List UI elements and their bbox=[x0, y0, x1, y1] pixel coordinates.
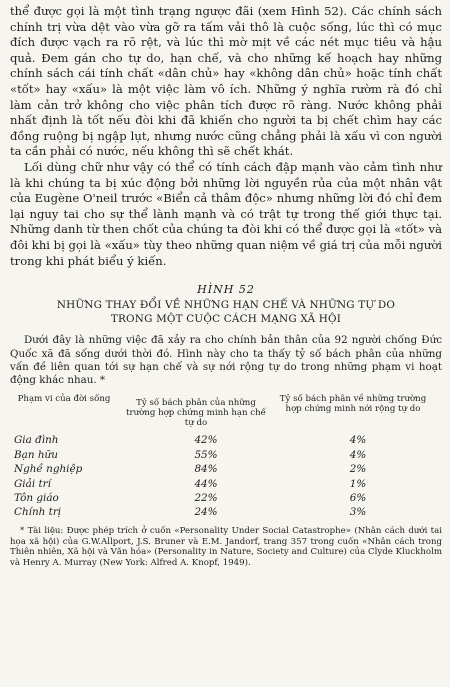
table-row bbox=[10, 505, 434, 519]
row-domain: Nghề nghiệp bbox=[14, 463, 83, 476]
header-domain: Phạm vi của đời sống bbox=[17, 393, 111, 404]
row-expand-value: 3% bbox=[349, 506, 367, 519]
row-domain: Bạn hữu bbox=[14, 448, 58, 461]
figure-title-line-1: NHỮNG THAY ĐỔI VỀ NHỮNG HẠN CHẾ VÀ NHỮNG TỰ DO bbox=[56, 299, 396, 312]
body-text bbox=[10, 4, 442, 269]
row-restrict-value: 42% bbox=[194, 434, 218, 447]
table-row bbox=[10, 462, 434, 476]
row-restrict-value: 84% bbox=[194, 463, 218, 476]
row-expand-value: 2% bbox=[349, 463, 367, 476]
figure-intro: Dưới đây là những việc đã xảy ra cho chính bản thân của 92 người chống Đức Quốc xã đã sống dưới thời đó. Hình này cho ta thấy tỷ số bách phân của những vấn đề liên quan tới sự hạn chế và sự nới rộng tự do trong những phạm vi hoạt động khác nhau. * bbox=[10, 334, 442, 387]
paragraph-1: thể được gọi là một tình trạng ngược đãi (xem Hình 52). Các chính sách chính trị vừa dệt vào vừa gỡ ra tấm vải thô là cuộc sống, lúc thì có mục đích được vạch ra rõ rệt, và lúc thì mờ mịt về các nét mục tiêu và hậu quả. Đem gán cho tự do, hạn chế, và cho những kế hoạch hay những chính sách cái tính chất «dân chủ» hay «không dân chủ» hoặc tính chất «tốt» hay «xấu» là một việc làm vô ích. Những ý nghĩa rườm rà đó chỉ làm cản trở không cho việc phân tích được rõ ràng. Nước không phải nhất định là tốt nếu đòi khi đã khiến cho người ta bị chết chìm hay các đồng ruộng bị ngập lụt, nhưng nước cũng chẳng phải là xấu vì con người ta cần phải có nước, nếu không thì sẽ chết khát. bbox=[10, 4, 442, 159]
row-restrict-value: 22% bbox=[194, 491, 218, 504]
table-row bbox=[10, 448, 434, 462]
footnote: * Tài liệu: Được phép trích ở cuốn «Personality Under Social Catastrophe» (Nhân cách dưới tai họa xã hội) của G.W.Allport, J.S. Bruner và E.M. Jandorf, trang 357 trong cuốn «Nhân cách trong Thiên nhiên, Xã hội và Văn hóa» (Personality in Nature, Society and Culture) của Clyde Kluckholm và Henry A. Murray (New York: Alfred A. Knopf, 1949). bbox=[10, 525, 442, 569]
freedom-table bbox=[10, 394, 434, 520]
row-expand-value: 6% bbox=[349, 491, 367, 504]
header-expansion: Tỷ số bách phân về những trường hợp chứng minh nới rộng tự do bbox=[279, 393, 427, 414]
row-restrict-value: 55% bbox=[194, 448, 218, 461]
row-expand-value: 4% bbox=[349, 448, 367, 461]
table-header-row bbox=[10, 394, 434, 434]
figure-title-line-2: TRONG MỘT CUỘC CÁCH MẠNG XÃ HỘI bbox=[110, 312, 342, 325]
table-row bbox=[10, 477, 434, 491]
row-expand-value: 1% bbox=[349, 477, 367, 490]
row-domain: Tôn giáo bbox=[14, 491, 59, 504]
paragraph-2: Lối dùng chữ như vậy có thể có tính cách đập mạnh vào cảm tình như là khi chúng ta bị xúc động bởi những lời nguyền rủa của một nhân vật của Eugène O'neil trước «Biển cả thâm độc» nhưng những lời đó chỉ đem lại nguy tai cho sự thể lành mạnh và có trật tự trong thế giới thực tại. Những danh từ then chốt của chúng ta đòi khi có thể được gọi là «tốt» và đôi khi bị gọi là «xấu» tùy theo những quan niệm về giá trị của mỗi người trong khi phát biểu ý kiến. bbox=[10, 159, 443, 268]
row-domain: Gia đình bbox=[14, 434, 59, 447]
row-restrict-value: 44% bbox=[194, 477, 218, 490]
figure-title bbox=[10, 299, 442, 326]
row-domain: Giải trí bbox=[14, 477, 51, 490]
page bbox=[10, 4, 442, 569]
table-row bbox=[10, 433, 434, 447]
table-row bbox=[10, 491, 434, 505]
header-restriction: Tỷ số bách phân của những trường hợp chứng minh hạn chế tự do bbox=[126, 397, 266, 429]
figure-label: HÌNH 52 bbox=[197, 283, 255, 297]
row-domain: Chính trị bbox=[14, 506, 62, 519]
row-restrict-value: 24% bbox=[194, 506, 218, 519]
row-expand-value: 4% bbox=[349, 434, 367, 447]
